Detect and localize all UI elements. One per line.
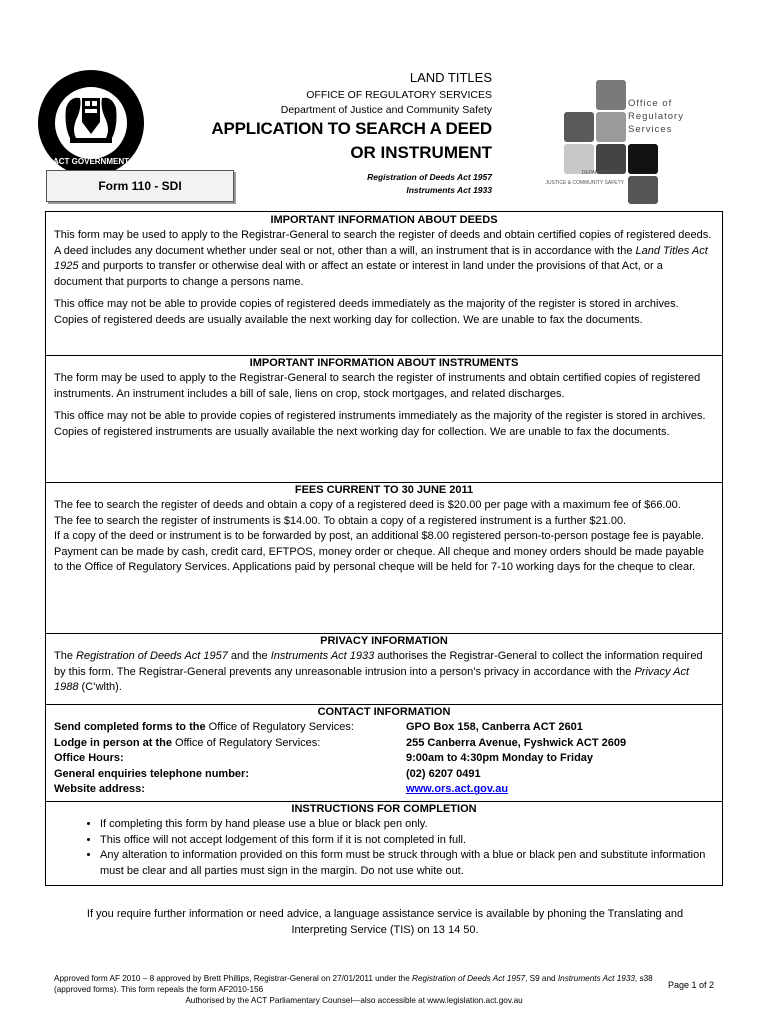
instruments-paragraph-1: The form may be used to apply to the Registrar-General to search the register of instruments and obtain certified copies of registered instruments. An instrument includes a bill of sale, liens on crop, stock mortgages, and related discharges.	[54, 372, 701, 400]
deeds-paragraph-2: This office may not be able to provide copies of registered deeds immediately as the majority of the register is stored in archives. Copies of registered deeds are usually available the next working day for collection. We are unable to fax the documents.	[54, 298, 679, 326]
office-name: OFFICE OF REGULATORY SERVICES	[306, 89, 492, 101]
instruction-item: • If completing this form by hand please use a blue or black pen only.	[100, 817, 714, 833]
ors-logo-line3: Services	[628, 124, 673, 135]
contact-phone-row: General enquiries telephone number: (02) 6207 0491	[46, 767, 722, 783]
office-hours: 9:00am to 4:30pm Monday to Friday	[406, 752, 594, 765]
ors-logo-line2: Regulatory	[628, 111, 684, 122]
privacy-paragraph: The Registration of Deeds Act 1957 and the Instruments Act 1933 authorises the Registrar-General to collect the information required by this form. The Registrar-General prevents any unreasonable intrusion into a person’s privacy in accordance with the Privacy Act 1988 (C’wlth).	[54, 650, 703, 694]
instructions-title: INSTRUCTIONS FOR COMPLETION	[291, 803, 477, 815]
deeds-section	[46, 213, 722, 329]
ors-logo	[506, 78, 726, 206]
act-reference-2: Instruments Act 1933	[406, 185, 492, 195]
act-government-seal	[36, 68, 146, 178]
fees-line-1: The fee to search the register of deeds and obtain a copy of a registered deed is $20.00 per page with a maximum fee of $66.00.	[54, 499, 681, 511]
contact-section	[46, 705, 722, 798]
contact-title: CONTACT INFORMATION	[317, 706, 451, 718]
fees-title: FEES CURRENT TO 30 JUNE 2011	[294, 484, 474, 496]
contact-web-row: Website address: www.ors.act.gov.au	[46, 782, 722, 798]
approval-text: Approved form AF 2010 – 8 approved by Brett Phillips, Registrar-General on 27/01/2011 under the Registration of Deeds Act 1957, S9 and Instruments Act 1933, s38 (approved forms). This form repeals the form AF2010-156	[54, 974, 653, 994]
form-title-line2: OR INSTRUMENT	[350, 143, 492, 162]
privacy-section	[46, 634, 722, 696]
contact-send-row: Send completed forms to the Office of Regulatory Services: GPO Box 158, Canberra ACT 2601	[46, 720, 722, 736]
instruments-paragraph-2: This office may not be able to provide copies of registered instruments immediately as the majority of the register is stored in archives. Copies of registered instruments are usually available the next working day for collection. We are unable to fax the documents.	[54, 410, 706, 438]
fees-line-2: The fee to search the register of instruments is $14.00. To obtain a copy of a registered instrument is a further $21.00.	[54, 514, 627, 527]
footer	[54, 973, 654, 1006]
website-link[interactable]: www.ors.act.gov.au	[406, 783, 509, 796]
page-number: Page 1 of 2	[668, 980, 715, 990]
form-title-line1: APPLICATION TO SEARCH A DEED	[211, 119, 492, 138]
fees-section	[46, 483, 722, 576]
privacy-title: PRIVACY INFORMATION	[320, 635, 448, 647]
seal-text: ACT GOVERNMENT	[53, 157, 129, 166]
instruments-section	[46, 356, 722, 440]
instructions-section	[46, 802, 722, 879]
act-reference-1: Registration of Deeds Act 1957	[367, 172, 492, 182]
street-address: 255 Canberra Avenue, Fyshwick ACT 2609	[406, 736, 627, 749]
postal-address: GPO Box 158, Canberra ACT 2601	[406, 721, 583, 733]
deeds-paragraph-1: This form may be used to apply to the Registrar-General to search the register of deeds and obtain certified copies of registered deeds. A deed includes any document whether under seal or not, other than a will, an instrument that is in accordance with the Land Titles Act 1925 and purports to transfer or otherwise deal with or affect an estate or interest in land under the provisions of that Act, or a document that purports to change a persons name.	[54, 229, 712, 288]
form-number-box: Form 110 - SDI	[46, 170, 234, 202]
instruction-item: • This office will not accept lodgement of this form if it is not completed in full.	[100, 833, 714, 849]
ors-logo-dept1: DEPARTMENT OF	[581, 170, 624, 176]
land-titles-heading: LAND TITLES	[409, 70, 492, 85]
fees-line-3: If a copy of the deed or instrument is to be forwarded by post, an additional $8.00 registered person-to-person postage fee is payable.	[54, 530, 705, 543]
instruments-title: IMPORTANT INFORMATION ABOUT INSTRUMENTS	[249, 357, 519, 369]
ors-logo-line1: Office of	[628, 98, 673, 109]
contact-lodge-row: Lodge in person at the Office of Regulatory Services: 255 Canberra Avenue, Fyshwick ACT 2609	[46, 736, 722, 752]
ors-logo-dept2: JUSTICE & COMMUNITY SAFETY	[545, 180, 624, 186]
language-assistance-note: If you require further information or need advice, a language assistance service is available by phoning the Translating and Interpreting Service (TIS) on 13 14 50.	[86, 908, 684, 936]
phone-number: (02) 6207 0491	[406, 767, 481, 780]
authorisation-text: Authorised by the ACT Parliamentary Counsel—also accessible at www.legislation.act.gov.au	[185, 996, 523, 1005]
instruction-item: • Any alteration to information provided on this form must be struck through with a blue or black pen and substitute information must be clear and all parties must sign in the margin. Do not use white out.	[100, 848, 714, 879]
department-name: Department of Justice and Community Safety	[280, 104, 492, 116]
fees-line-4: Payment can be made by cash, credit card, EFTPOS, money order or cheque. All cheque and money orders should be made payable to the Office of Regulatory Services. Applications paid by personal cheque will be held for 7-10 working days for the cheque to clear.	[54, 545, 704, 574]
contact-hours-row: Office Hours: 9:00am to 4:30pm Monday to Friday	[46, 751, 722, 767]
information-box	[45, 211, 723, 886]
deeds-title: IMPORTANT INFORMATION ABOUT DEEDS	[270, 214, 498, 226]
